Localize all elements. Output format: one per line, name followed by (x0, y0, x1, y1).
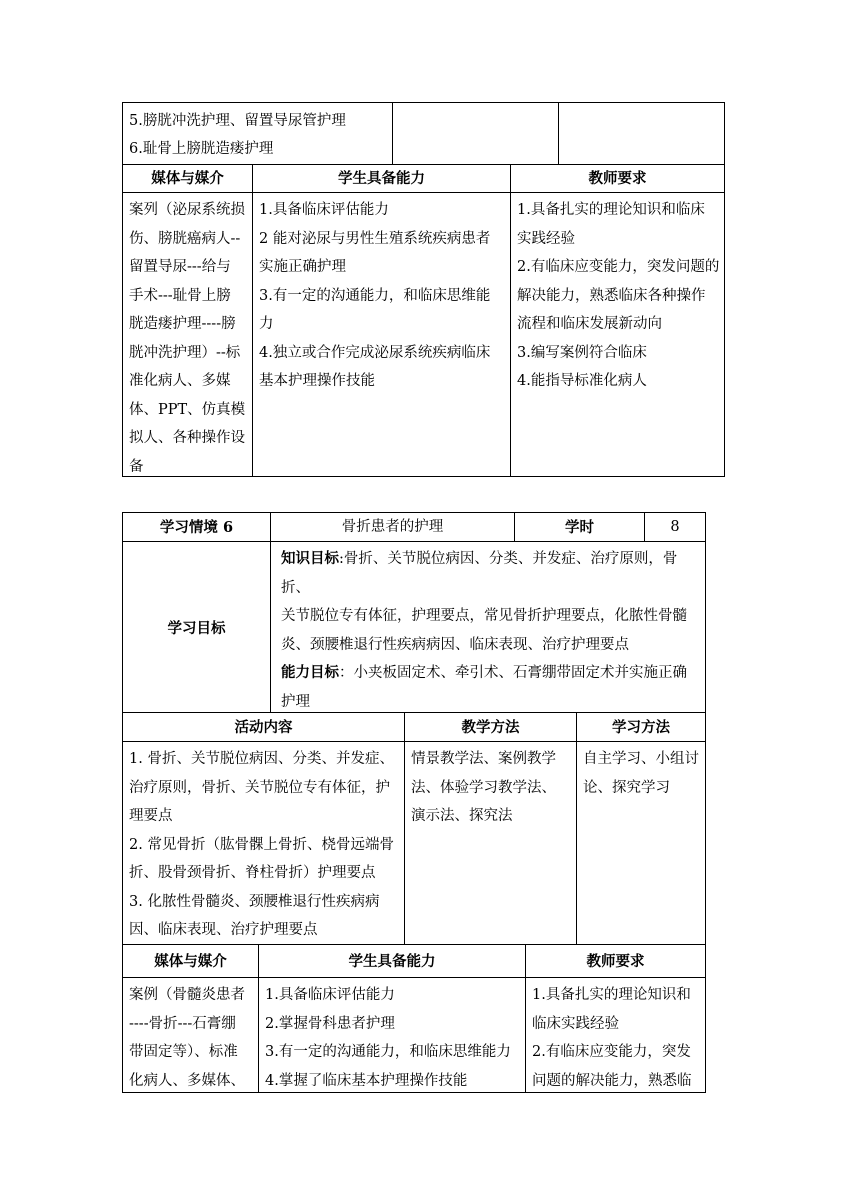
media-line: 胱冲洗护理）--标 (129, 344, 241, 361)
prev-content-line: 6.耻骨上膀胱造瘘护理 (129, 141, 274, 157)
header2-teacher (525, 944, 706, 978)
ability2-cell (258, 977, 526, 1093)
teacher-cell (510, 192, 725, 477)
header-activity-label: 活动内容 (234, 719, 293, 736)
knowledge-text: :骨折、关节脱位病因、分类、并发症、治疗原则，骨折、 (281, 551, 678, 596)
prev-content-cell (122, 102, 393, 165)
header-study-label: 学习方法 (612, 719, 670, 736)
hours-label-cell (514, 512, 645, 542)
ability2-line: 1.具备临床评估能力 (265, 987, 395, 1003)
header-teacher-label: 教师要求 (588, 170, 647, 187)
header-method (404, 712, 577, 742)
media2-cell (122, 977, 259, 1093)
teacher-line: 3.编写案例符合临床 (517, 344, 647, 361)
header2-media (122, 944, 259, 978)
activity-lines (123, 742, 404, 945)
goal-label-cell (122, 541, 271, 713)
hours-label: 学时 (565, 519, 594, 536)
study-cell (576, 741, 706, 945)
teacher-line: 1.具备扎实的理论知识和临床 (517, 202, 705, 218)
method-line: 演示法、探究法 (411, 808, 513, 824)
teacher2-cell (525, 977, 706, 1093)
ability2-line: 2.掌握骨科患者护理 (265, 1015, 395, 1032)
teacher-line: 实践经验 (517, 230, 575, 247)
knowledge-label: 知识目标 (281, 550, 339, 567)
situation-title-cell (270, 512, 515, 542)
ability-goal-text: ：小夹板固定术、牵引术、石膏绷带固定术并实施正确 (339, 665, 687, 681)
header2-teacher-label: 教师要求 (586, 953, 645, 970)
teacher-line: 4.能指导标准化病人 (517, 373, 647, 389)
header2-ability-label: 学生具备能力 (348, 953, 436, 970)
media2-line: 化病人、多媒体、 (129, 1072, 245, 1089)
header-media-label: 媒体与媒介 (151, 170, 224, 187)
method-cell (404, 741, 577, 945)
media-cell (122, 192, 253, 477)
study-line: 自主学习、小组讨 (583, 751, 699, 767)
knowledge-line: 炎、颈腰椎退行性疾病病因、临床表现、治疗护理要点 (281, 636, 629, 653)
ability-line: 实施正确护理 (259, 259, 346, 275)
prev-empty-cell-1 (392, 102, 559, 165)
ability2-line: 4.掌握了临床基本护理操作技能 (265, 1072, 468, 1089)
media-line: 手术---耻骨上膀 (129, 287, 231, 304)
method-lines (405, 742, 576, 831)
ability-goal-line (281, 659, 705, 688)
study-lines (577, 742, 705, 802)
prev-content-lines (123, 103, 392, 163)
teacher-line: 2.有临床应变能力，突发问题的 (517, 259, 720, 275)
knowledge-line (281, 545, 705, 602)
hours-value-cell (644, 512, 706, 542)
ability-goal-line: 护理 (281, 693, 310, 710)
ability-line: 1.具备临床评估能力 (259, 202, 389, 218)
situation-label: 学习情境 6 (159, 519, 234, 536)
media-line: 拟人、各种操作设 (129, 430, 245, 446)
ability-lines (253, 193, 510, 396)
ability-line: 2 能对泌尿与男性生殖系统疾病患者 (259, 230, 491, 247)
activity-line: 治疗原则，骨折、关节脱位专有体征，护 (129, 779, 390, 796)
situation-title: 骨折患者的护理 (341, 519, 444, 535)
media2-line: 带固定等）、标准 (129, 1044, 238, 1060)
header2-media-label: 媒体与媒介 (154, 953, 227, 970)
study-line: 论、探究学习 (583, 779, 670, 796)
teacher2-line: 临床实践经验 (532, 1015, 619, 1032)
ability2-line: 3.有一定的沟通能力，和临床思维能力 (265, 1044, 511, 1060)
activity-line: 因、临床表现、治疗护理要点 (129, 922, 318, 938)
ability-line: 4.独立或合作完成泌尿系统疾病临床 (259, 344, 491, 361)
teacher2-line: 2.有临床应变能力，突发 (532, 1044, 691, 1060)
ability-cell (252, 192, 511, 477)
media-line: 留置导尿---给与 (129, 259, 231, 275)
teacher-line: 流程和临床发展新动向 (517, 316, 662, 332)
activity-line: 理要点 (129, 808, 173, 824)
ability-line: 基本护理操作技能 (259, 373, 375, 389)
media2-lines (123, 978, 258, 1093)
activity-line: 3. 化脓性骨髓炎、颈腰椎退行性疾病病 (129, 893, 380, 910)
prev-content-line: 5.膀胱冲洗护理、留置导尿管护理 (129, 113, 346, 129)
media2-line: 案例（骨髓炎患者 (129, 987, 245, 1003)
goal-content-cell (270, 541, 706, 713)
ability-goal-label: 能力目标 (281, 664, 339, 681)
media-line: 体、PPT、仿真模 (129, 401, 246, 418)
media-lines (123, 193, 252, 477)
header-ability (252, 164, 511, 193)
teacher2-line: 问题的解决能力，熟悉临 (532, 1072, 692, 1089)
teacher2-lines (526, 978, 705, 1093)
header-teacher (510, 164, 725, 193)
situation-label-cell (122, 512, 271, 542)
method-line: 情景教学法、案例教学 (411, 751, 556, 767)
ability-line: 力 (259, 316, 274, 332)
teacher-line: 解决能力，熟悉临床各种操作 (517, 287, 706, 304)
media-line: 备 (129, 458, 144, 475)
hours-value: 8 (670, 519, 680, 535)
activity-line: 1. 骨折、关节脱位病因、分类、并发症、 (129, 751, 394, 767)
media-line: 胱造瘘护理----膀 (129, 316, 236, 332)
goal-lines (271, 542, 705, 713)
media-line: 伤、膀胱癌病人-- (129, 230, 241, 247)
header-activity (122, 712, 405, 742)
goal-label: 学习目标 (167, 619, 226, 637)
activity-cell (122, 741, 405, 945)
header-ability-label: 学生具备能力 (338, 170, 425, 187)
teacher2-line: 1.具备扎实的理论知识和 (532, 987, 691, 1003)
prev-empty-cell-2 (558, 102, 725, 165)
media-line: 案列（泌尿系统损 (129, 202, 245, 218)
header2-ability (258, 944, 526, 978)
media2-line: ----骨折---石膏绷 (129, 1015, 236, 1032)
media-line: 准化病人、多媒 (129, 373, 231, 389)
teacher-lines (511, 193, 724, 396)
ability-line: 3.有一定的沟通能力，和临床思维能 (259, 287, 491, 304)
method-line: 法、体验学习教学法、 (411, 779, 556, 796)
header-study (576, 712, 706, 742)
activity-line: 2. 常见骨折（肱骨髁上骨折、桡骨远端骨 (129, 836, 394, 853)
header-media (122, 164, 253, 193)
knowledge-line: 关节脱位专有体征，护理要点，常见骨折护理要点，化脓性骨髓 (281, 608, 687, 624)
activity-line: 折、股骨颈骨折、脊柱骨折）护理要点 (129, 865, 376, 881)
ability2-lines (259, 978, 525, 1093)
header-method-label: 教学方法 (461, 719, 520, 736)
